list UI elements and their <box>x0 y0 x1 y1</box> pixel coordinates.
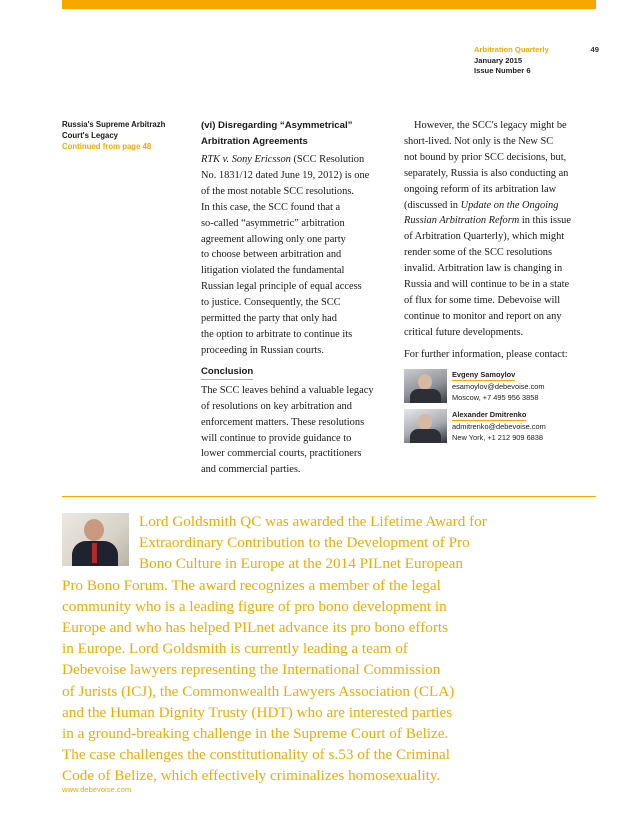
footer-url[interactable]: www.debevoise.com <box>62 785 132 794</box>
contact-intro: For further information, please contact: <box>404 348 568 360</box>
conclusion-heading: Conclusion <box>201 365 253 380</box>
column-left <box>201 118 396 478</box>
sidebar-title-line2: Court's Legacy <box>62 131 119 140</box>
contact-photo <box>404 369 447 403</box>
right-column-body: However, the SCC's legacy might be short-lived. Not only is the New SC not bound by prior SCC decisions, but, separately, Russia is also conducting an ongoing reform of its arbitration law (discussed in Update on the Ongoing Russian Arbitration Reform in this issue of Arbitration Quarterly), which might render some of the SCC resolutions invalid. Arbitration law is changing in Russia and will continue to be in a state of flux for some time. Debevoise will continue to monitor and report on any critical future developments. For further information, please contact: <box>404 118 596 363</box>
contact-location: Moscow, +7 495 956 3858 <box>452 392 539 402</box>
section-vi-body: RTK v. Sony Ericsson (SCC Resolution No. 1831/12 dated June 19, 2012) is one of the most notable SCC resolutions. In this case, the SCC found that a so-called “asymmetric” arbitration agreement allowing only one party to choose between arbitration and litigation violated the fundamental Russian legal principle of equal access to justice. Consequently, the SCC permitted the party that only had the option to arbitrate to continue its proceeding in Russian courts. <box>201 154 370 356</box>
contact-photo <box>404 409 447 443</box>
page-header <box>474 45 599 77</box>
journal-name: Arbitration Quarterly <box>474 45 549 54</box>
conclusion-body: The SCC leaves behind a valuable legacy of resolutions on key arbitration and enforcement matters. These resolutions will continue to provide guidance to lower commercial courts, practitioners and commercial parties. <box>201 384 374 476</box>
continued-from-link[interactable]: Continued from page 48 <box>62 142 152 151</box>
contact-card <box>404 409 596 453</box>
top-accent-bar <box>62 0 596 9</box>
sidebar-title-line1: Russia's Supreme Arbitrazh <box>62 120 166 129</box>
cross-ref-link[interactable]: Update on the Ongoing <box>460 199 559 211</box>
case-name: RTK v. Sony Ericsson <box>201 154 291 165</box>
contact-email[interactable]: admitrenko@debevoise.com <box>452 421 546 431</box>
article-sidebar <box>62 119 187 152</box>
contact-name: Evgeny Samoylov <box>452 369 516 379</box>
contact-location: New York, +1 212 909 6838 <box>452 432 544 442</box>
page-number: 49 <box>590 45 599 54</box>
feature-announcement: Lord Goldsmith QC was awarded the Lifetime Award for Extraordinary Contribution to the Development of Pro Bono Culture in Europe at the 2014 PILnet European Pro Bono Forum. The award recognizes a member of the legal community who is a leading figure of pro bono development in Europe and who has helped PILnet advance its pro bono efforts in Europe. Lord Goldsmith is currently leading a team of Debevoise lawyers representing the International Commission of Jurists (ICJ), the Commonwealth Lawyers Association (CLA) and the Human Dignity Trusty (HDT) who are interested parties in a ground-breaking challenge in the Supreme Court of Belize. The case challenges the constitutionality of s.53 of the Criminal Code of Belize, which effectively criminalizes homosexuality. <box>62 513 487 785</box>
section-divider <box>62 496 596 497</box>
issue-number: Issue Number 6 <box>474 66 531 76</box>
section-vi-heading: (vi) Disregarding “Asymmetrical” Arbitration Agreements <box>201 120 353 147</box>
contact-email[interactable]: esamoylov@debevoise.com <box>452 381 545 391</box>
contact-name: Alexander Dmitrenko <box>452 409 527 419</box>
contact-card <box>404 369 596 413</box>
column-right <box>404 118 596 453</box>
issue-date: January 2015 <box>474 55 523 65</box>
